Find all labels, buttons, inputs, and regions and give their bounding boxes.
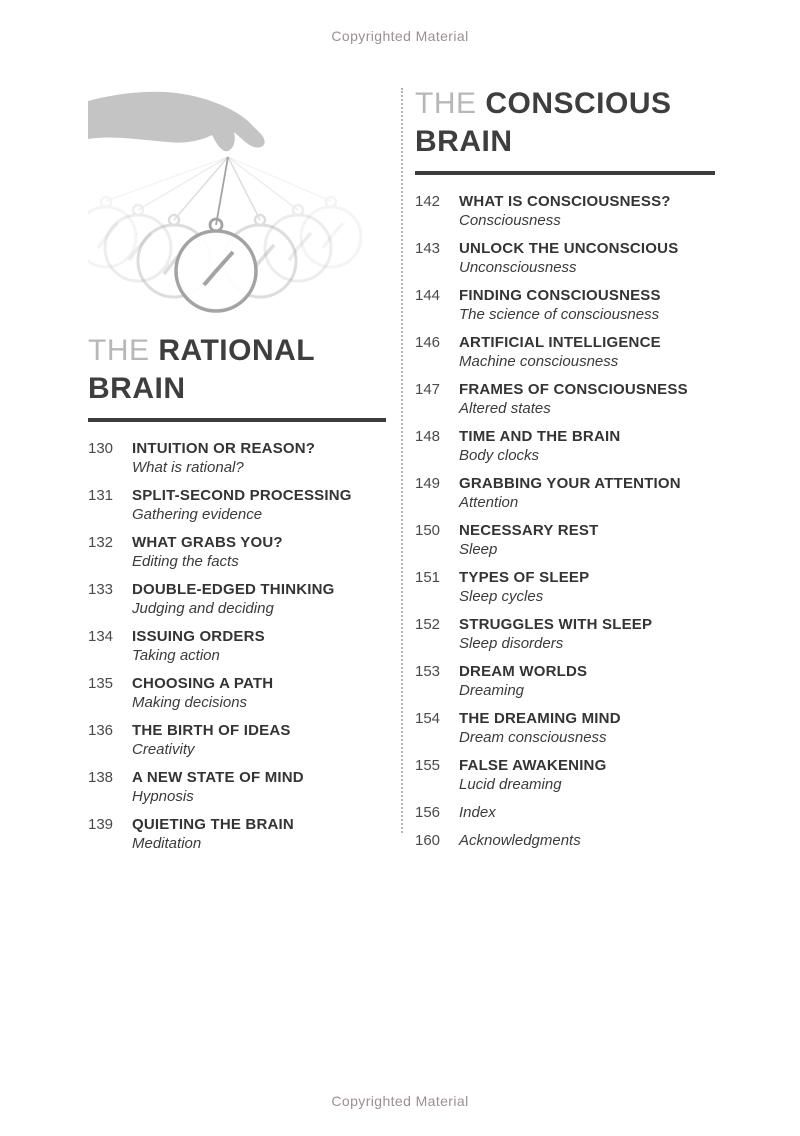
toc-entry-page-number: 139 (88, 816, 114, 833)
toc-entry (415, 568, 715, 606)
toc-entry-title: QUIETING THE BRAIN (132, 816, 294, 833)
toc-entry-title: FALSE AWAKENING (459, 757, 607, 774)
toc-entry (415, 333, 715, 371)
toc-entry-subtitle: Meditation (132, 835, 202, 852)
toc-entry-page-number: 153 (415, 663, 441, 680)
toc-entry-page-number: 138 (88, 769, 114, 786)
toc-entry-subtitle: Altered states (459, 400, 551, 417)
toc-entry-subtitle: Taking action (132, 647, 220, 664)
copyright-notice-top: Copyrighted Material (331, 28, 469, 44)
toc-entry (415, 803, 715, 822)
toc-entry-title: NECESSARY REST (459, 522, 599, 539)
toc-entry-subtitle: Unconsciousness (459, 259, 577, 276)
toc-entry-text (459, 709, 715, 747)
toc-entry-page-number: 147 (415, 381, 441, 398)
toc-entry (88, 580, 386, 618)
toc-entry-text (459, 831, 715, 850)
toc-entry-text (459, 286, 715, 324)
toc-entry-text (459, 380, 715, 418)
toc-entry-page-number: 152 (415, 616, 441, 633)
toc-entry-subtitle: Dreaming (459, 682, 525, 699)
toc-entry (88, 768, 386, 806)
toc-entry (415, 380, 715, 418)
toc-entry-text (132, 580, 386, 618)
toc-list (88, 439, 386, 853)
toc-entry-subtitle: Sleep cycles (459, 588, 544, 605)
toc-entry-subtitle: Index (459, 804, 496, 821)
toc-entry-title: DREAM WORLDS (459, 663, 588, 680)
toc-entry-text (459, 192, 715, 230)
toc-entry-title: TYPES OF SLEEP (459, 569, 590, 586)
toc-entry-text (459, 615, 715, 653)
toc-entry-title: INTUITION OR REASON? (132, 440, 316, 457)
heading-rule (88, 418, 386, 422)
heading-rule (415, 171, 715, 175)
toc-entry-page-number: 149 (415, 475, 441, 492)
toc-entry-title: SPLIT-SECOND PROCESSING (132, 487, 352, 504)
section-heading-bold: CONSCIOUS BRAIN (415, 87, 672, 158)
toc-entry-page-number: 160 (415, 832, 441, 849)
section-heading (88, 332, 386, 408)
toc-entry-page-number: 156 (415, 804, 441, 821)
toc-entry-subtitle: Creativity (132, 741, 195, 758)
toc-entry (415, 662, 715, 700)
toc-entry-text (459, 427, 715, 465)
toc-entry (415, 709, 715, 747)
toc-entry-title: FRAMES OF CONSCIOUSNESS (459, 381, 688, 398)
toc-entry-page-number: 134 (88, 628, 114, 645)
toc-entry-title: CHOOSING A PATH (132, 675, 274, 692)
toc-entry-title: WHAT IS CONSCIOUSNESS? (459, 193, 671, 210)
toc-entry-subtitle: Consciousness (459, 212, 561, 229)
toc-entry-subtitle: Sleep disorders (459, 635, 564, 652)
toc-entry (88, 486, 386, 524)
toc-entry-text (132, 674, 386, 712)
toc-entry-text (132, 627, 386, 665)
toc-entry (415, 474, 715, 512)
toc-entry-page-number: 133 (88, 581, 114, 598)
toc-entry-title: GRABBING YOUR ATTENTION (459, 475, 681, 492)
toc-entry-page-number: 132 (88, 534, 114, 551)
toc-entry-page-number: 130 (88, 440, 114, 457)
toc-entry-page-number: 136 (88, 722, 114, 739)
toc-entry (88, 815, 386, 853)
toc-entry-page-number: 131 (88, 487, 114, 504)
toc-entry-subtitle: Machine consciousness (459, 353, 619, 370)
toc-entry (415, 756, 715, 794)
toc-entry-page-number: 143 (415, 240, 441, 257)
toc-entry-subtitle: Editing the facts (132, 553, 239, 570)
toc-entry (88, 627, 386, 665)
toc-entry-page-number: 154 (415, 710, 441, 727)
toc-entry (415, 427, 715, 465)
toc-entry (88, 439, 386, 477)
toc-entry (415, 615, 715, 653)
toc-entry-text (132, 486, 386, 524)
toc-entry (415, 239, 715, 277)
toc-entry-text (459, 756, 715, 794)
toc-entry-subtitle: The science of consciousness (459, 306, 660, 323)
toc-entry-text (132, 815, 386, 853)
toc-entry-title: STRUGGLES WITH SLEEP (459, 616, 653, 633)
toc-entry (415, 286, 715, 324)
toc-list (415, 192, 715, 850)
section-heading-bold: RATIONAL BRAIN (88, 334, 315, 405)
toc-entry-text (459, 474, 715, 512)
toc-entry (415, 831, 715, 850)
toc-entry-subtitle: Making decisions (132, 694, 248, 711)
toc-entry-title: ISSUING ORDERS (132, 628, 265, 645)
toc-entry-subtitle: Sleep (459, 541, 498, 558)
toc-entry-page-number: 142 (415, 193, 441, 210)
toc-entry-text (459, 239, 715, 277)
toc-entry-page-number: 135 (88, 675, 114, 692)
toc-entry-subtitle: Body clocks (459, 447, 540, 464)
toc-entry-subtitle: What is rational? (132, 459, 244, 476)
toc-entry (88, 721, 386, 759)
hand-holding-pendulum-watches-icon (88, 85, 386, 320)
toc-entry-subtitle: Judging and deciding (132, 600, 274, 617)
hand-silhouette (88, 92, 265, 151)
toc-entry (415, 521, 715, 559)
toc-entry-text (132, 439, 386, 477)
toc-entry-text (132, 533, 386, 571)
toc-entry (88, 674, 386, 712)
toc-entry-page-number: 150 (415, 522, 441, 539)
toc-entry-title: DOUBLE-EDGED THINKING (132, 581, 335, 598)
toc-entry-title: WHAT GRABS YOU? (132, 534, 283, 551)
section-heading-light: THE (415, 87, 486, 120)
toc-entry-title: TIME AND THE BRAIN (459, 428, 621, 445)
toc-entry-page-number: 148 (415, 428, 441, 445)
toc-entry-subtitle: Dream consciousness (459, 729, 607, 746)
toc-entry-title: UNLOCK THE UNCONSCIOUS (459, 240, 679, 257)
toc-entry-text (459, 568, 715, 606)
section-heading-light: THE (88, 334, 159, 367)
toc-entry-text (459, 521, 715, 559)
toc-entry-page-number: 151 (415, 569, 441, 586)
toc-entry-text (132, 768, 386, 806)
toc-entry-subtitle: Acknowledgments (459, 832, 581, 849)
toc-entry-subtitle: Lucid dreaming (459, 776, 562, 793)
toc-entry-subtitle: Gathering evidence (132, 506, 263, 523)
column-divider-dotted (401, 88, 403, 833)
copyright-notice-bottom: Copyrighted Material (331, 1093, 469, 1109)
toc-entry-text (132, 721, 386, 759)
toc-entry-text (459, 662, 715, 700)
toc-entry-subtitle: Attention (459, 494, 519, 511)
toc-entry-title: THE DREAMING MIND (459, 710, 621, 727)
left-column (88, 85, 386, 862)
section-conscious-brain (415, 85, 715, 850)
toc-entry (415, 192, 715, 230)
toc-entry-title: THE BIRTH OF IDEAS (132, 722, 291, 739)
toc-entry-subtitle: Hypnosis (132, 788, 194, 805)
right-column (415, 85, 715, 859)
toc-entry-page-number: 144 (415, 287, 441, 304)
toc-entry-text (459, 803, 715, 822)
toc-entry-page-number: 146 (415, 334, 441, 351)
toc-entry-text (459, 333, 715, 371)
toc-entry-title: FINDING CONSCIOUSNESS (459, 287, 661, 304)
toc-entry-page-number: 155 (415, 757, 441, 774)
toc-entry (88, 533, 386, 571)
toc-entry-title: A NEW STATE OF MIND (132, 769, 304, 786)
toc-entry-title: ARTIFICIAL INTELLIGENCE (459, 334, 661, 351)
section-rational-brain (88, 332, 386, 853)
section-heading (415, 85, 715, 161)
